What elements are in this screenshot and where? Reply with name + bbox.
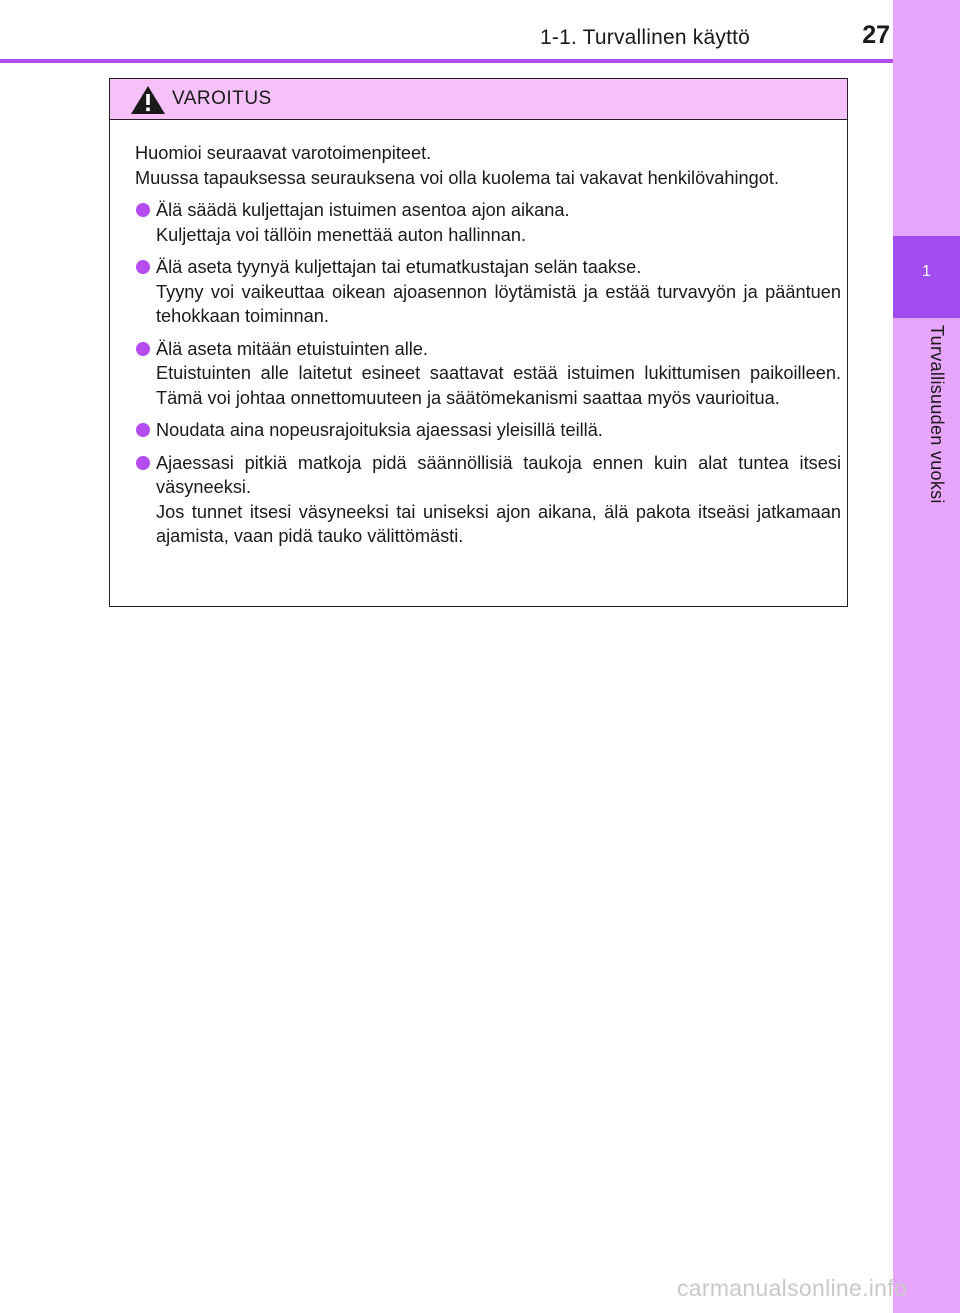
warning-intro bbox=[135, 141, 841, 190]
list-item bbox=[135, 198, 841, 247]
warning-box bbox=[109, 78, 848, 607]
item-heading: Älä säädä kuljettajan istuimen asentoa ajon aikana. bbox=[156, 200, 570, 220]
item-text: Tyyny voi vaikeuttaa oikean ajoasennon löytämistä ja estää turvavyön ja pääntuen tehokkaan toiminnan. bbox=[156, 281, 841, 326]
warning-list bbox=[135, 198, 841, 549]
bullet-dot-icon bbox=[136, 423, 150, 437]
bullet-dot-icon bbox=[136, 260, 150, 274]
page-number: 27 bbox=[862, 21, 890, 49]
item-heading: Ajaessasi pitkiä matkoja pidä säännöllisiä taukoja ennen kuin alat tuntea itsesi väsyneeksi. bbox=[156, 452, 841, 497]
intro-line: Muussa tapauksessa seurauksena voi olla kuolema tai vakavat henkilövahingot. bbox=[135, 167, 780, 188]
warning-label: VAROITUS bbox=[172, 88, 272, 109]
chapter-label: Turvallisuuden vuoksi bbox=[927, 325, 947, 504]
bullet-dot-icon bbox=[136, 342, 150, 356]
list-item bbox=[135, 337, 841, 411]
item-text: Jos tunnet itsesi väsyneeksi tai uniseksi ajon aikana, älä pakota itseäsi jatkamaan ajamista, vaan pidä tauko välittömästi. bbox=[156, 501, 841, 546]
warning-triangle-icon bbox=[130, 85, 166, 115]
section-title: 1-1. Turvallinen käyttö bbox=[540, 26, 751, 49]
bullet-dot-icon bbox=[136, 456, 150, 470]
warning-body bbox=[135, 141, 841, 557]
list-item bbox=[135, 255, 841, 329]
watermark: carmanualsonline.info bbox=[677, 1275, 908, 1301]
list-item bbox=[135, 451, 841, 549]
bullet-dot-icon bbox=[136, 203, 150, 217]
list-item bbox=[135, 418, 841, 443]
item-heading: Älä aseta tyynyä kuljettajan tai etumatkustajan selän taakse. bbox=[156, 257, 642, 277]
warning-header bbox=[110, 79, 847, 120]
item-text: Kuljettaja voi tällöin menettää auton hallinnan. bbox=[156, 224, 527, 245]
chapter-sidebar bbox=[893, 0, 960, 1313]
intro-line: Huomioi seuraavat varotoimenpiteet. bbox=[135, 143, 432, 163]
item-text: Etuistuinten alle laitetut esineet saattavat estää istuimen lukittumisen paikoilleen. Tämä voi johtaa onnettomuuteen ja säätömekanismi saattaa myös vaurioitua. bbox=[156, 363, 841, 408]
item-heading: Älä aseta mitään etuistuinten alle. bbox=[156, 338, 428, 359]
chapter-tab[interactable]: 1 bbox=[893, 236, 960, 318]
header-rule bbox=[0, 59, 893, 63]
item-heading: Noudata aina nopeusrajoituksia ajaessasi yleisillä teillä. bbox=[156, 420, 603, 440]
